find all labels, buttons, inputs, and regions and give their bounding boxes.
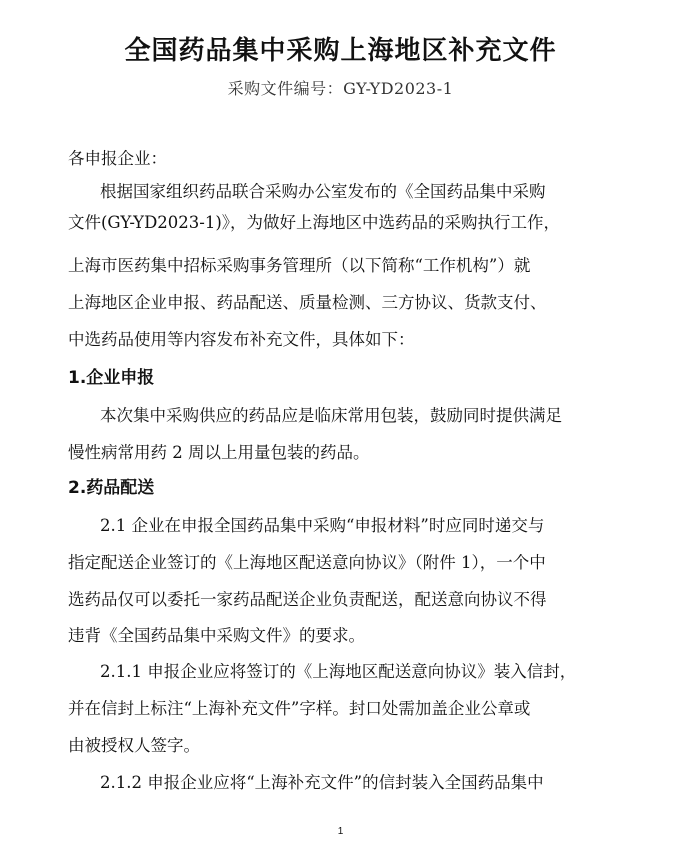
page-number: 1	[337, 826, 344, 837]
section-heading-drug-distribution: 2.药品配送	[68, 478, 155, 498]
document-number: 采购文件编号：GY-YD2023-1	[227, 79, 454, 98]
section2-line: 由被授权人签字。	[68, 736, 200, 755]
document-title: 全国药品集中采购上海地区补充文件	[124, 36, 557, 66]
section1-line: 慢性病常用药 2 周以上用量包装的药品。	[68, 443, 370, 462]
section1-line: 本次集中采购供应的药品应是临床常用包装，鼓励同时提供满足	[100, 406, 562, 425]
section2-line: 2.1.2 申报企业应将“上海补充文件”的信封装入全国药品集中	[100, 773, 544, 792]
intro-line: 上海市医药集中招标采购事务管理所（以下简称“工作机构”）就	[68, 256, 531, 275]
salutation: 各申报企业：	[68, 149, 167, 168]
intro-line: 上海地区企业申报、药品配送、质量检测、三方协议、货款支付、	[68, 293, 547, 312]
intro-line: 中选药品使用等内容发布补充文件，具体如下：	[68, 330, 415, 349]
intro-line: 文件(GY-YD2023-1)》，为做好上海地区中选药品的采购执行工作，	[68, 213, 561, 232]
section2-line: 并在信封上标注“上海补充文件”字样。封口处需加盖企业公章或	[68, 699, 531, 718]
section2-line: 指定配送企业签订的《上海地区配送意向协议》（附件 1），一个中	[68, 553, 546, 572]
intro-line: 根据国家组织药品联合采购办公室发布的《全国药品集中采购	[100, 182, 546, 201]
section2-line: 2.1 企业在申报全国药品集中采购“申报材料”时应同时递交与	[100, 516, 545, 535]
section2-line: 违背《全国药品集中采购文件》的要求。	[68, 626, 365, 645]
section2-line: 2.1.1 申报企业应将签订的《上海地区配送意向协议》装入信封，	[100, 662, 577, 681]
section-heading-enterprise-application: 1.企业申报	[68, 368, 155, 388]
section2-line: 选药品仅可以委托一家药品配送企业负责配送，配送意向协议不得	[68, 590, 547, 609]
